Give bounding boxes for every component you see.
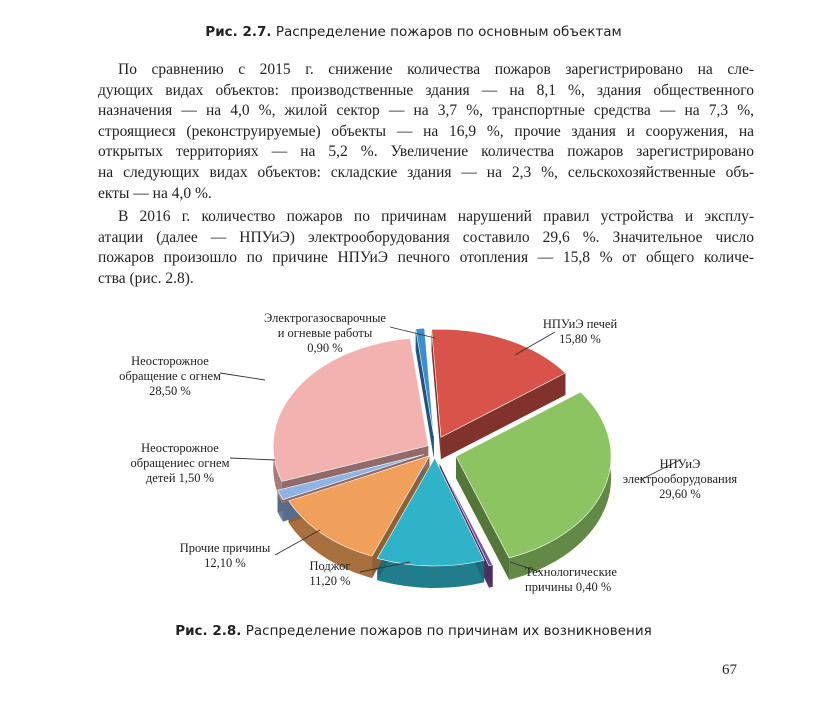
text-line: екты — на 4,0 %. (98, 184, 212, 202)
pie-slice-label: Неосторожное обращениес огнем детей 1,50 % (130, 441, 230, 485)
pie-slice-label: Поджог 11,20 % (309, 559, 351, 588)
text-line: открытых территориях — на 5,2 %. Увеличение количества пожаров зарегистрировано (98, 143, 754, 161)
pie-slice-label: Технологические причины 0,40 % (525, 565, 617, 594)
caption-text: Распределение пожаров по основным объектам (275, 24, 622, 40)
text-line: ства (рис. 2.8). (98, 269, 194, 287)
text-line: В 2016 г. количество пожаров по причинам нарушений правил устройства и эксплу- (118, 208, 754, 225)
paragraph-1 (98, 60, 754, 204)
leader-line (220, 373, 265, 380)
leader-line (390, 327, 435, 338)
caption-text: Распределение пожаров по причинам их возникновения (245, 623, 652, 639)
text-line: строящиеся (реконструируемые) объекты — на 16,9 %, прочие здания и сооружения, на (98, 122, 754, 140)
pie-slice-label: Электрогазосварочные и огневые работы 0,90 % (264, 311, 386, 355)
pie-slice-label: Прочие причины 12,10 % (179, 541, 271, 570)
page-number: 67 (722, 662, 737, 678)
figure-caption-2-8 (0, 623, 827, 639)
text-line: назначения — на 4,0 %, жилой сектор — на 3,7 %, транспортные средства — на 7,3 %, (98, 102, 754, 120)
figure-caption-2-7 (0, 24, 827, 40)
text-line: По сравнению с 2015 г. снижение количества пожаров зарегистрировано на сле- (118, 61, 754, 78)
pie-slice-label: НПУиЭ печей 15,80 % (542, 317, 618, 346)
leader-line (230, 458, 275, 460)
text-line: дующих видах объектов: производственные здания — на 8,1 %, здания общественного (98, 81, 754, 99)
pie-slice-label: Неосторожное обращение с огнем 28,50 % (119, 354, 221, 398)
paragraph-2 (98, 207, 754, 289)
caption-prefix: Рис. 2.8. (175, 623, 242, 639)
text-line: на следующих видах объектов: складские здания — на 2,3 %, сельскохозяйственные объ- (98, 163, 754, 181)
caption-prefix: Рис. 2.7. (205, 24, 272, 40)
pie-slices (273, 328, 611, 588)
text-line: пожаров произошло по причине НПУиЭ печного отопления — 15,8 % от общего количе- (98, 249, 754, 267)
text-line: атации (далее — НПУиЭ) электрооборудования составило 29,6 %. Значительное число (98, 228, 754, 246)
pie-chart (60, 300, 780, 615)
pie-slice-label: НПУиЭ электрооборудования 29,60 % (622, 457, 738, 501)
